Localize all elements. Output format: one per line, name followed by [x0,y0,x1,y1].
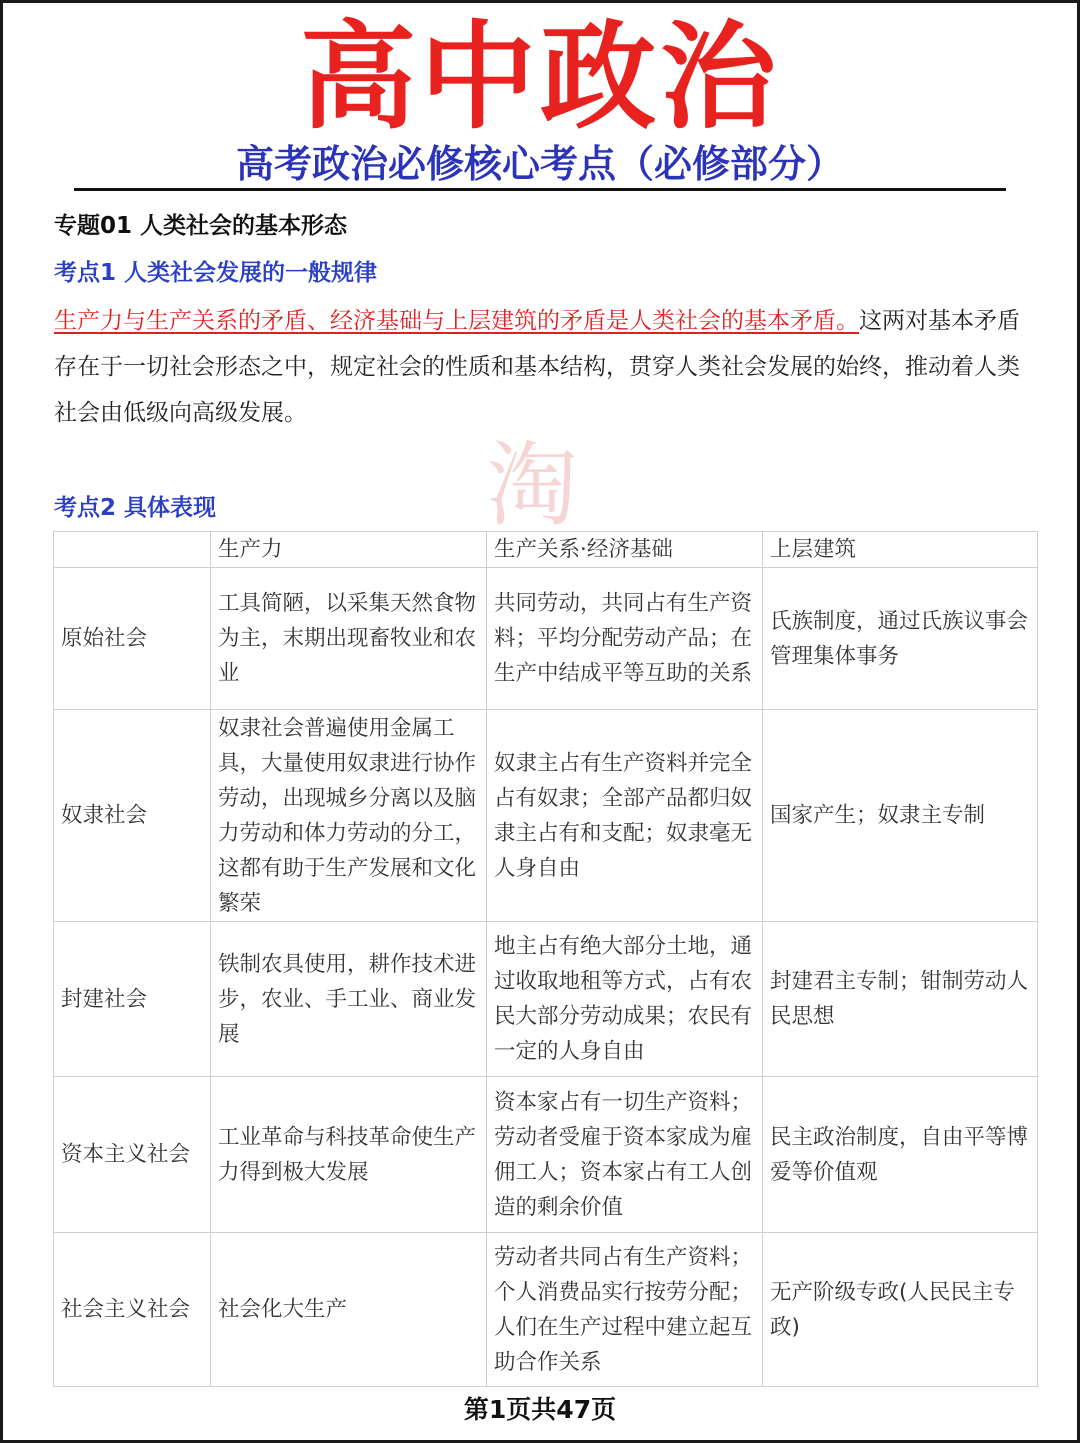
productivity-cell: 社会化大生产 [211,1233,487,1387]
table-row [54,710,1038,922]
watermark: 淘 [486,432,579,539]
superstructure-cell: 封建君主专制；钳制劳动人民思想 [763,922,1038,1077]
relations-cell: 地主占有绝大部分土地，通过收取地租等方式，占有农民大部分劳动成果；农民有一定的人身自由 [487,922,763,1077]
superstructure-cell: 国家产生；奴隶主专制 [763,710,1038,922]
row-label-cell: 奴隶社会 [54,710,211,922]
header-cell-blank [54,532,211,568]
productivity-cell: 奴隶社会普遍使用金属工具，大量使用奴隶进行协作劳动，出现城乡分离以及脑力劳动和体力劳动的分工，这都有助于生产发展和文化繁荣 [211,710,487,922]
table-row [54,1233,1038,1387]
highlighted-sentence: 生产力与生产关系的矛盾、经济基础与上层建筑的矛盾是人类社会的基本矛盾。 [54,308,859,334]
superstructure-cell: 无产阶级专政(人民民主专政) [763,1233,1038,1387]
superstructure-cell: 民主政治制度，自由平等博爱等价值观 [763,1077,1038,1233]
table-row [54,1077,1038,1233]
productivity-cell: 铁制农具使用，耕作技术进步，农业、手工业、商业发展 [211,922,487,1077]
point1-heading: 考点1 人类社会发展的一般规律 [54,260,378,286]
topic-heading: 专题01 人类社会的基本形态 [54,213,348,239]
header-cell-relations: 生产关系·经济基础 [487,532,763,568]
superstructure-cell: 氏族制度，通过氏族议事会管理集体事务 [763,568,1038,710]
page-title: 高中政治 [300,10,780,145]
relations-cell: 共同劳动，共同占有生产资料；平均分配劳动产品；在生产中结成平等互助的关系 [487,568,763,710]
table-row [54,568,1038,710]
page-number: 第1页共47页 [463,1395,617,1424]
productivity-cell: 工具简陋，以采集天然食物为主，末期出现畜牧业和农业 [211,568,487,710]
row-label-cell: 封建社会 [54,922,211,1077]
table-header-row [54,532,1038,568]
relations-cell: 奴隶主占有生产资料并完全占有奴隶；全部产品都归奴隶主占有和支配；奴隶毫无人身自由 [487,710,763,922]
table-row [54,922,1038,1077]
productivity-cell: 工业革命与科技革命使生产力得到极大发展 [211,1077,487,1233]
title-divider [74,188,1006,191]
point2-heading: 考点2 具体表现 [54,495,217,521]
header-cell-productivity: 生产力 [211,532,487,568]
row-label-cell: 资本主义社会 [54,1077,211,1233]
header-cell-superstructure: 上层建筑 [763,532,1038,568]
row-label-cell: 社会主义社会 [54,1233,211,1387]
row-label-cell: 原始社会 [54,568,211,710]
society-forms-table [53,531,1038,1387]
paragraph-text: 这两对基本矛盾存在于一切社会形态之中，规定社会的性质和基本结构，贯穿人类社会发展的始终，推动着人类社会由低级向高级发展。 [54,308,1020,426]
page-subtitle: 高考政治必修核心考点（必修部分） [235,142,844,186]
relations-cell: 劳动者共同占有生产资料；个人消费品实行按劳分配；人们在生产过程中建立起互助合作关系 [487,1233,763,1387]
relations-cell: 资本家占有一切生产资料；劳动者受雇于资本家成为雇佣工人；资本家占有工人创造的剩余价值 [487,1077,763,1233]
